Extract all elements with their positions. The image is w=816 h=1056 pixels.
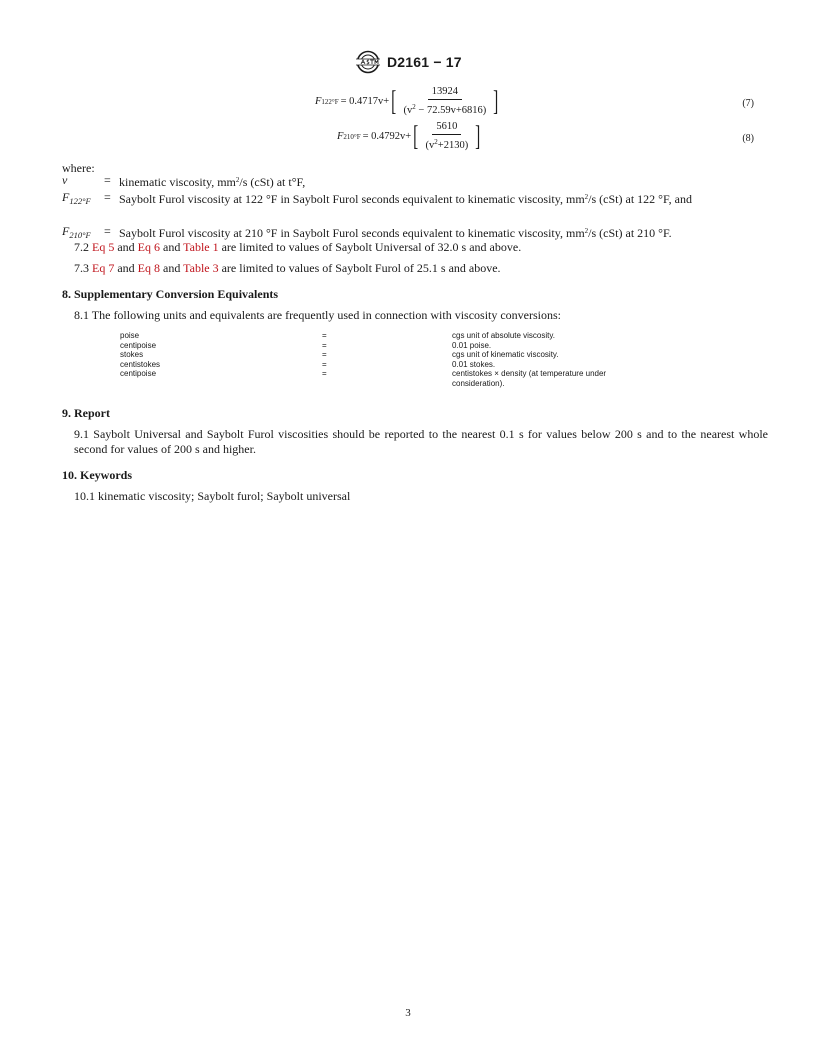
equation-bracket: [ $\frac{5610}{(v^2+2130)}$ ] [413,120,481,152]
equation-8 [0,121,816,161]
unit-row: consideration). [452,378,505,388]
equation-numerator: 13924 [428,86,462,100]
unit-row: centipoise = 0.01 poise. [120,340,492,350]
units-table [120,331,680,388]
section-9-heading: 9. Report [62,406,110,420]
section-10-heading: 10. Keywords [62,468,132,482]
unit-row: stokes = cgs unit of kinematic viscosity. [120,350,559,359]
definition-row: $F_{210^\circ F}$ = Saybolt Furol viscosity at 210 °F in Saybolt Furol seconds equivalent to kinematic viscosity, $mm^2/s$ (cSt) at 210 °F. [62,224,672,240]
unit-row: centipoise = centistokes × density (at temperature under [120,369,607,378]
variable-definitions [62,174,762,242]
where-label: where: [62,161,95,175]
section-8-heading: 8. Supplementary Conversion Equivalents [62,287,279,301]
equation-coefficient: = 0.4792v+ [362,131,412,142]
astm-logo-icon [354,50,382,74]
eq7-link[interactable]: Eq 7 [92,261,115,275]
paragraph-10-1: 10.1 kinematic viscosity; Saybolt furol; Saybolt universal [74,489,351,503]
paragraph-7-2: 7.2 Eq 5 and Eq 6 and Table 1 are limited to values of Saybolt Universal of 32.0 s and above. [74,240,522,254]
unit-row: poise = cgs unit of absolute viscosity. [120,331,556,340]
page-number: 3 [405,1007,411,1019]
equation-7 [0,86,816,126]
equation-denominator: $(v^2 - 72.59v+6816)$ [403,103,487,116]
equation-lhs-subscript: 210°F [343,132,361,141]
equation-lhs-subscript: 122°F [321,97,339,106]
equation-denominator: $(v^2+2130)$ [425,138,469,151]
equation-lhs: F [337,131,344,142]
equation-number: (8) [742,133,754,144]
definition-row: v = kinematic viscosity, $mm^2/s$ (cSt) at t°F, [62,173,306,189]
paragraph-8-1: 8.1 The following units and equivalents are frequently used in connection with viscosity conversions: [74,308,562,322]
equation-numerator: 5610 [432,121,461,135]
equation-lhs: F [315,96,322,107]
standard-designation: D2161 − 17 [387,54,462,70]
eq8-link[interactable]: Eq 8 [137,261,161,275]
eq6-link[interactable]: Eq 6 [137,240,161,254]
paragraph-9-1: 9.1 Saybolt Universal and Saybolt Furol viscosities should be reported to the nearest 0.1 s for values below 200 s and to the nearest whole second for values of 200 s and higher. [74,427,768,456]
paragraph-7-3: 7.3 Eq 7 and Eq 8 and Table 3 are limited to values of Saybolt Furol of 25.1 s and above. [74,261,501,275]
unit-row: centistokes = 0.01 stokes. [120,359,496,369]
eq5-link[interactable]: Eq 5 [92,240,115,254]
definition-row: $F_{122^\circ F}$ = Saybolt Furol viscosity at 122 °F in Saybolt Furol seconds equivalent to kinematic viscosity, $mm^2/s$ (cSt) at 122 °F, and [62,190,692,206]
equation-bracket: [ $\frac{13924}{(v^2 - 72.59v+6816)}$ ] [391,85,499,117]
table1-link[interactable]: Table 1 [183,240,219,254]
equation-coefficient: = 0.4717v+ [340,96,390,107]
equation-number: (7) [742,98,754,109]
table3-link[interactable]: Table 3 [183,261,219,275]
